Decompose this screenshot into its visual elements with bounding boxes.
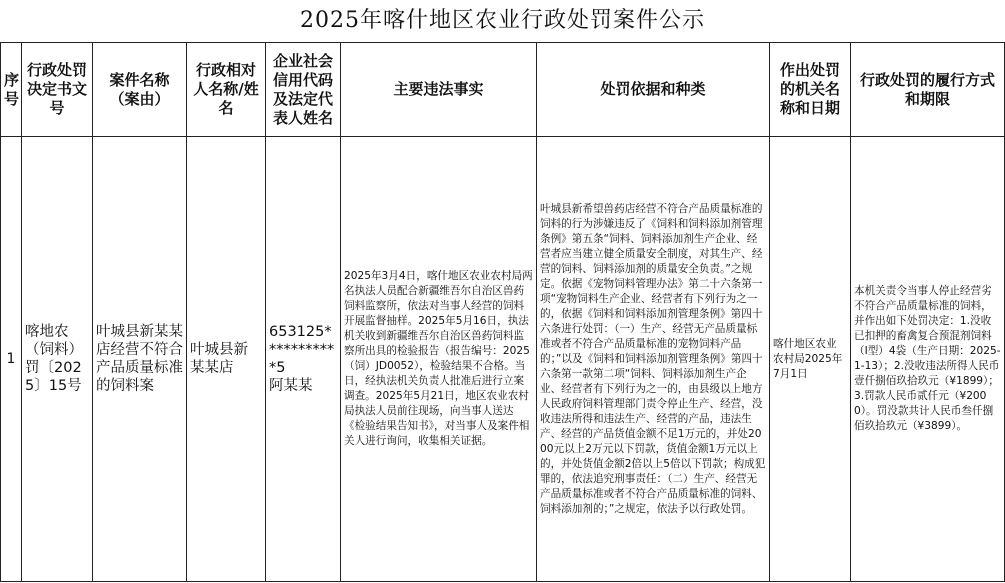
table-row [1,137,1005,582]
cell-execution: 本机关责令当事人停止经营劣不符合产品质量标准的饲料，并作出如下处罚决定：1.没收已扣押的畜禽复合预混剂饲料（Ⅰ型）4袋（生产日期：2025-1-13）；2.没收违法所得人民币壹仟捌佰玖拾玖元（¥1899）；3.罚款人民币贰仟元（¥2000）。罚没款共计人民币叁仟捌佰玖拾玖元（¥3899）。 [851,137,1005,582]
table-header-row [1,43,1005,137]
cell-basis: 叶城县新希望兽药店经营不符合产品质量标准的饲料的行为涉嫌违反了《饲料和饲料添加剂管理条例》第五条“饲料、饲料添加剂生产企业、经营者应当建立健全质量安全制度，对其生产、经营的饲料、饲料添加剂的质量安全负责。”之规定。依据《宠物饲料管理办法》第二十六条第一项“宠物饲料生产企业、经营者有下列行为之一的，依据《饲料和饲料添加剂管理条例》第四十六条进行处罚：（一）生产、经营无产品质量标准或者不符合产品质量标准的宠物饲料产品的；”以及《饲料和饲料添加剂管理条例》第四十六条第一款第二项“饲料、饲料添加剂生产企业、经营者有下列行为之一的，由县级以上地方人民政府饲料管理部门责令停止生产、经营，没收违法所得和违法生产、经营的产品，违法生产、经营的产品货值金额不足1万元的，并处2000元以上2万元以下罚款，货值金额1万元以上的，并处货值金额2倍以上5倍以下罚款；构成犯罪的，依法追究刑事责任：（二）生产、经营无产品质量标准或者不符合产品质量标准的饲料、饲料添加剂的；”之规定，依法予以行政处罚。 [537,137,770,582]
header-credit-code: 企业社会信用代码及法定代表人姓名 [266,43,341,137]
penalty-table [0,42,1005,582]
credit-code: 653125***********5 [269,324,335,376]
cell-seq: 1 [1,137,22,582]
header-authority: 作出处罚的机关名称和日期 [770,43,851,137]
legal-representative: 阿某某 [269,378,313,394]
header-facts: 主要违法事实 [341,43,537,137]
header-execution: 行政处罚的履行方式和期限 [851,43,1005,137]
cell-doc-no: 喀地农（饲料）罚〔2025〕15号 [22,137,93,582]
cell-authority: 喀什地区农业农村局2025年7月1日 [770,137,851,582]
cell-credit-code [266,137,341,582]
page-title: 2025年喀什地区农业行政处罚案件公示 [300,8,705,33]
header-party: 行政相对人名称/姓名 [187,43,266,137]
cell-facts: 2025年3月4日，喀什地区农业农村局两名执法人员配合新疆维吾尔自治区兽药饲料监察所，依法对当事人经营的饲料开展监督抽样。2025年5月16日，执法机关收到新疆维吾尔自治区兽药饲料监察所出具的检验报告（报告编号：2025（饲）JD0052），检验结果不合格。当日，经执法机关负责人批准后进行立案调查。2025年5月21日，地区农业农村局执法人员前往现场，向当事人送达《检验结果告知书》，对当事人及案件相关人进行询问，收集相关证据。 [341,137,537,582]
header-case-name: 案件名称（案由） [93,43,187,137]
header-doc-no: 行政处罚决定书文号 [22,43,93,137]
cell-case-name: 叶城县新某某店经营不符合产品质量标准的饲料案 [93,137,187,582]
cell-party: 叶城县新某某店 [187,137,266,582]
header-basis: 处罚依据和种类 [537,43,770,137]
header-seq: 序号 [1,43,22,137]
